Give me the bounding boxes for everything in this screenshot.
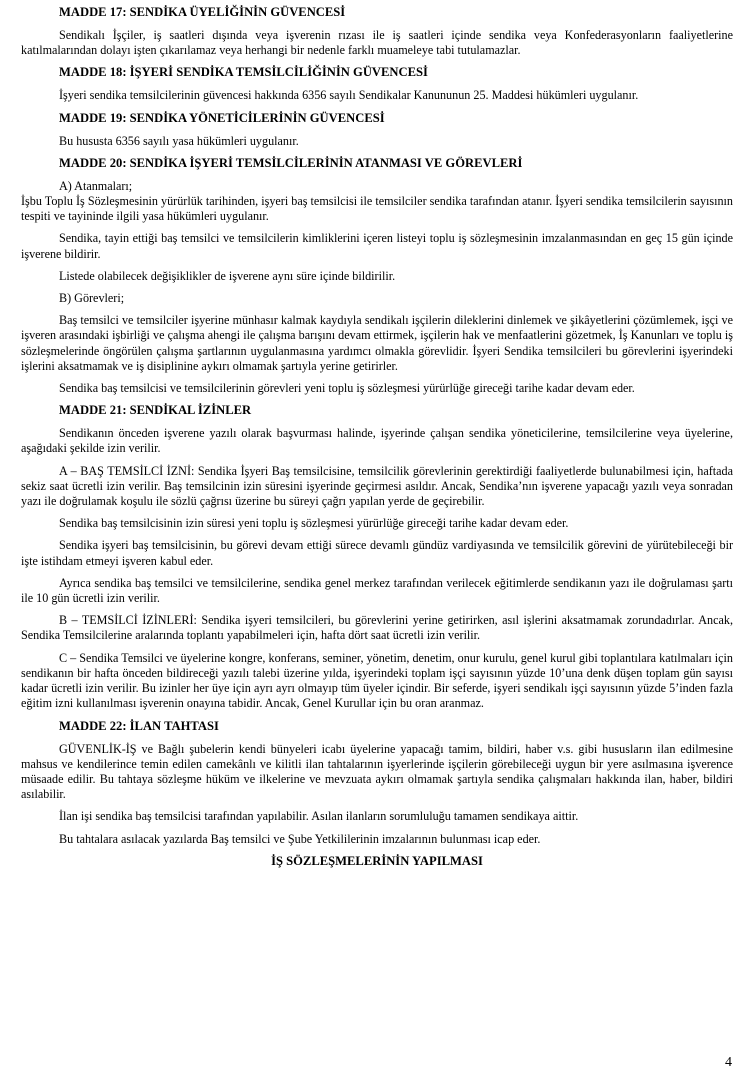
document-body	[21, 5, 733, 869]
paragraph: Baş temsilci ve temsilciler işyerine münhasır kalmak kaydıyla sendikalı işçilerin dileklerini dinlemek ve şikâyetlerini çözümlemek, işçi ve işveren arasındaki işbirliği ve çalışma ahengi ile çalışma barışını devam ettirmek, işçilerin hak ve menfaatlerini gözetmek, İş Kanunları ve toplu iş sözleşmelerinde öngörülen çalışma şartlarının uygulanmasına yardımcı olmakla görevlidir. İşyeri Sendika temsilcileri bu görevlerini işyerindeki işlerini aksatmamak ve iş disiplinine aykırı olmamak şartıyla yerine getirirler.	[21, 313, 733, 373]
article-title: MADDE 22: İLAN TAHTASI	[59, 718, 219, 733]
paragraph: B – TEMSİLCİ İZİNLERİ: Sendika işyeri temsilcileri, bu görevlerini yerine getirirken, asıl işlerini aksatmamak zorundadırlar. Ancak, Sendika Temsilcilerine aralarında toplantı yapabilmeleri için, hafta dört saat ücretli izin verilir.	[21, 613, 733, 643]
paragraph: İlan işi sendika baş temsilcisi tarafından yapılabilir. Asılan ilanların sorumluluğu tamamen sendikaya aittir.	[59, 809, 579, 824]
article-21	[21, 403, 733, 711]
paragraph: C – Sendika Temsilci ve üyelerine kongre, konferans, seminer, yönetim, denetim, onur kurulu, genel kurul gibi toplantılara katılmaları için sendikanın bir hafta önceden bildireceği yazılı talebi üzerine yılda, işyerindeki toplam işçi sayısının yüzde 10’una denk düşen toplam gün sayısı kadar ücretli izin verilir. Bu izinler her üye için ayrı ayrı olmayıp tüm üyeler içindir. Bir seferde, işyeri sendikalı işçi sayısının yüzde 5’inden fazla eğitim izni kullanılması işverenin onayına tabidir. Ancak, Genel Kurullar için bu oran aranmaz.	[21, 650, 733, 711]
paragraph: Bu hususta 6356 sayılı yasa hükümleri uygulanır.	[59, 133, 299, 148]
paragraph: Sendika, tayin ettiği baş temsilci ve temsilcilerin kimliklerini içeren listeyi toplu iş sözleşmesinin imzalanmasından en geç 15 gün içinde işverene bildirir.	[21, 231, 733, 261]
paragraph: İşbu Toplu İş Sözleşmesinin yürürlük tarihinden, işyeri baş temsilcisi ile temsilciler sendika tarafından atanır. İşyeri sendika temsilcilerin sayısının tespiti ve tayininde ilgili yasa hükümleri uygulanır.	[21, 194, 733, 224]
paragraph: B) Görevleri;	[59, 291, 125, 306]
article-19	[21, 111, 733, 149]
paragraph: Sendika işyeri baş temsilcisinin, bu görevi devam ettiği sürece devamlı gündüz vardiyasında ve temsilcilik görevini de yürütebileceği bir işte istihdam etmeyi işveren kabul eder.	[21, 538, 733, 568]
paragraph: Sendika baş temsilcisinin izin süresi yeni toplu iş sözleşmesi yürürlüğe gireceği tarihe kadar devam eder.	[59, 516, 569, 531]
article-22	[21, 719, 733, 847]
paragraph: A – BAŞ TEMSİLCİ İZNİ: Sendika İşyeri Baş temsilcisine, temsilcilik görevlerinin gerektirdiği faaliyetlerde bulunabilmesi için, haftada sekiz saat ücretli izin verilir. Baş temsilcinin izin süresini işyerinde geçirmesi asıldır. Ancak, Sendika’nın işverene yapacağı yazılı veya sonradan yazı ile doğrulamak koşulu ile sözlü çağrısı üzerine bu süreyi çağrı yapılan yerde de geçirebilir.	[21, 463, 733, 509]
article-20	[21, 156, 733, 396]
article-title: MADDE 19: SENDİKA YÖNETİCİLERİNİN GÜVENCESİ	[59, 110, 385, 125]
paragraph: Sendikanın önceden işverene yazılı olarak başvurması halinde, işyerinde çalışan sendika yöneticilerine, temsilcilerine veya üyelerine, aşağıdaki şekilde izin verilir.	[21, 426, 733, 456]
article-17	[21, 5, 733, 58]
paragraph: Listede olabilecek değişiklikler de işverene aynı süre içinde bildirilir.	[59, 268, 396, 283]
paragraph: Sendika baş temsilcisi ve temsilcilerinin görevleri yeni toplu iş sözleşmesi yürürlüğe gireceği tarihe kadar devam eder.	[59, 381, 635, 396]
paragraph: Bu tahtalara asılacak yazılarda Baş temsilci ve Şube Yetkililerinin imzalarının bulunması icap eder.	[59, 831, 541, 846]
paragraph: Ayrıca sendika baş temsilci ve temsilcilerine, sendika genel merkez tarafından verilecek eğitimlerde sendikanın yazı ile doğrulaması şartı ile 10 gün ücretli izin verilir.	[21, 575, 733, 606]
paragraph: İşyeri sendika temsilcilerinin güvencesi hakkında 6356 sayılı Sendikalar Kanununun 25. Maddesi hükümleri uygulanır.	[59, 88, 639, 103]
paragraph: A) Atanmaları;	[59, 178, 133, 193]
article-title: MADDE 21: SENDİKAL İZİNLER	[59, 403, 252, 418]
paragraph: GÜVENLİK-İŞ ve Bağlı şubelerin kendi bünyeleri icabı üyelerine yapacağı tamim, bildiri, haber v.s. gibi hususların ilan edilmesine mahsus ve kendilerince temin edilen camekânlı ve kilitli ilan tahtalarının işyerlerinde işçilerin görebileceği uygun bir yere asılmasına işverence müsaade edilir. Bu tahtaya sözleşme hüküm ve ilkelerine ve mevzuata aykırı olmamak şartıyla sendika çalışmaları hakkında ilan, haber, bildiri asılabilir.	[21, 741, 733, 802]
section-heading: İŞ SÖZLEŞMELERİNİN YAPILMASI	[271, 853, 483, 868]
article-18	[21, 65, 733, 103]
paragraph: Sendikalı İşçiler, iş saatleri dışında veya işverenin rızası ile iş saatleri içinde sendika veya Konfederasyonların faaliyetlerine katılmalarından dolayı işten çıkarılamaz veya herhangi bir nedenle farklı muameleye tabi tutulamazlar.	[21, 28, 733, 58]
page-number: 4	[725, 1055, 732, 1070]
article-title: MADDE 18: İŞYERİ SENDİKA TEMSİLCİLİĞİNİN GÜVENCESİ	[59, 65, 428, 80]
article-title: MADDE 20: SENDİKA İŞYERİ TEMSİLCİLERİNİN ATANMASI VE GÖREVLERİ	[59, 155, 523, 170]
article-title: MADDE 17: SENDİKA ÜYELİĞİNİN GÜVENCESİ	[59, 5, 346, 19]
